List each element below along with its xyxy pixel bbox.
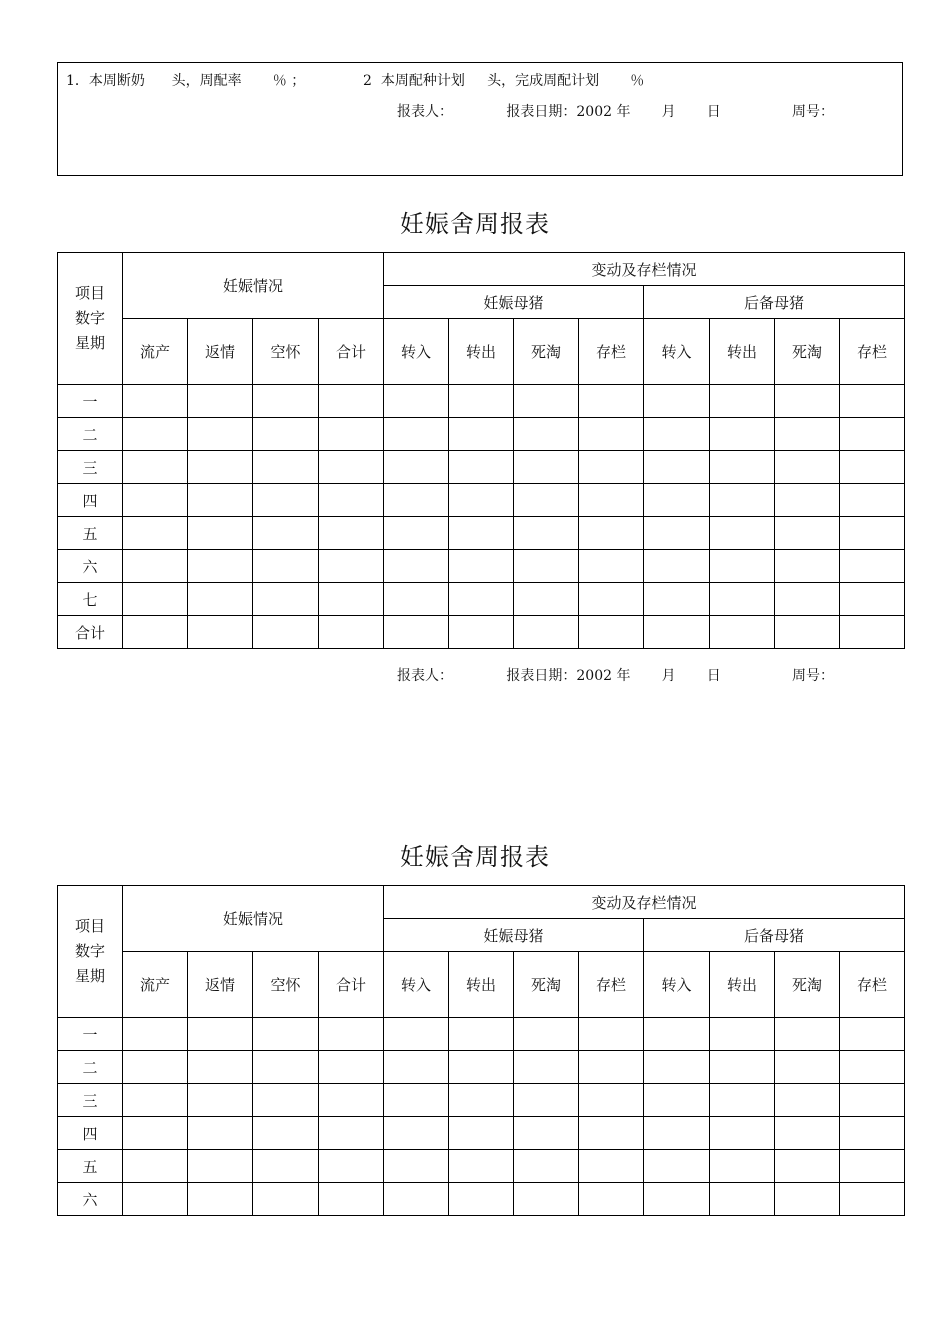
- table-cell: [775, 583, 840, 616]
- table-cell: [579, 1117, 644, 1150]
- column-header: 存栏: [579, 319, 644, 385]
- column-header: 空怀: [253, 952, 319, 1018]
- table-row: [58, 1183, 905, 1216]
- table-cell: [123, 1084, 188, 1117]
- column-header: 死淘: [514, 952, 579, 1018]
- table-cell: [319, 1051, 384, 1084]
- table-cell: [775, 1084, 840, 1117]
- table-cell: [514, 1183, 579, 1216]
- table-cell: [710, 1018, 775, 1051]
- table-cell: [384, 1117, 449, 1150]
- table-cell: [514, 1084, 579, 1117]
- column-header: 死淘: [775, 952, 840, 1018]
- table-cell: [514, 616, 579, 649]
- table-cell: [840, 1150, 905, 1183]
- table-cell: [449, 583, 514, 616]
- table-cell: [710, 1117, 775, 1150]
- table-cell: [384, 418, 449, 451]
- table-cell: [514, 1117, 579, 1150]
- table-cell: [514, 451, 579, 484]
- table-cell: [710, 616, 775, 649]
- corner-header-cell: [58, 253, 123, 385]
- table-cell: [840, 616, 905, 649]
- table-cell: [384, 583, 449, 616]
- table-cell: [644, 616, 710, 649]
- summary-weaning-breeding-line: 1．本周断奶 头，周配率 ％ ； 2 本周配种计划 头，完成周配计划 ％: [66, 73, 645, 89]
- table-cell: [579, 484, 644, 517]
- table-cell: [188, 517, 253, 550]
- table-cell: [188, 1084, 253, 1117]
- table-cell: [123, 517, 188, 550]
- table-cell: [710, 583, 775, 616]
- table-cell: [449, 484, 514, 517]
- table-cell: [319, 1183, 384, 1216]
- column-header: 转出: [449, 952, 514, 1018]
- row-label: 四: [58, 484, 123, 517]
- table-cell: [579, 1051, 644, 1084]
- table-cell: [644, 1117, 710, 1150]
- table-cell: [319, 583, 384, 616]
- column-header: 转入: [644, 952, 710, 1018]
- table-row: [58, 451, 905, 484]
- column-header: 转入: [384, 319, 449, 385]
- row-label: 七: [58, 583, 123, 616]
- table-cell: [188, 418, 253, 451]
- table-cell: [188, 616, 253, 649]
- header-row-groups: [58, 886, 905, 919]
- table-cell: [188, 1183, 253, 1216]
- table-cell: [188, 385, 253, 418]
- table-cell: [840, 1051, 905, 1084]
- table-cell: [253, 550, 319, 583]
- row-label: 六: [58, 550, 123, 583]
- table-cell: [253, 517, 319, 550]
- table-row: [58, 1084, 905, 1117]
- table-cell: [319, 550, 384, 583]
- table-cell: [514, 1018, 579, 1051]
- table-cell: [253, 1183, 319, 1216]
- table-cell: [319, 517, 384, 550]
- table-cell: [319, 451, 384, 484]
- reserve-sows-header: 后备母猪: [644, 919, 905, 952]
- table-cell: [188, 550, 253, 583]
- table-cell: [710, 550, 775, 583]
- table-cell: [253, 418, 319, 451]
- table-cell: [644, 418, 710, 451]
- pregnancy-status-header: 妊娠情况: [123, 253, 384, 319]
- table-cell: [514, 484, 579, 517]
- table-cell: [449, 451, 514, 484]
- row-label: 六: [58, 1183, 123, 1216]
- column-header: 流产: [123, 319, 188, 385]
- table-row: [58, 484, 905, 517]
- table-cell: [253, 451, 319, 484]
- table-cell: [775, 517, 840, 550]
- table-cell: [644, 1051, 710, 1084]
- table-cell: [840, 517, 905, 550]
- report-title-2: 妊娠舍周报表: [400, 843, 550, 871]
- table-row: [58, 517, 905, 550]
- table-cell: [840, 385, 905, 418]
- table-cell: [384, 1084, 449, 1117]
- table-cell: [579, 451, 644, 484]
- table-cell: [384, 385, 449, 418]
- table-cell: [644, 550, 710, 583]
- table-cell: [840, 1183, 905, 1216]
- column-header: 死淘: [775, 319, 840, 385]
- table-cell: [449, 517, 514, 550]
- table-row: [58, 1018, 905, 1051]
- row-label: 二: [58, 1051, 123, 1084]
- table-cell: [644, 1183, 710, 1216]
- table-cell: [384, 517, 449, 550]
- table-cell: [775, 1150, 840, 1183]
- table-cell: [384, 616, 449, 649]
- table-cell: [644, 484, 710, 517]
- table-cell: [449, 1051, 514, 1084]
- table-cell: [319, 1150, 384, 1183]
- column-header: 转出: [710, 952, 775, 1018]
- table-cell: [514, 1051, 579, 1084]
- table-cell: [253, 1051, 319, 1084]
- table-cell: [253, 484, 319, 517]
- table-cell: [514, 583, 579, 616]
- table-row: [58, 1051, 905, 1084]
- table-cell: [384, 550, 449, 583]
- row-label: 五: [58, 1150, 123, 1183]
- header-row-columns: [58, 319, 905, 385]
- corner-header-label: 数字: [74, 309, 105, 327]
- table-cell: [384, 484, 449, 517]
- table-cell: [644, 451, 710, 484]
- table-cell: [253, 1117, 319, 1150]
- column-header: 返情: [188, 952, 253, 1018]
- table-cell: [384, 1018, 449, 1051]
- table-cell: [123, 1150, 188, 1183]
- table-cell: [579, 385, 644, 418]
- table-cell: [123, 1183, 188, 1216]
- corner-header-label: 项目: [74, 284, 105, 302]
- table-cell: [710, 418, 775, 451]
- table-cell: [840, 418, 905, 451]
- column-header: 合计: [319, 952, 384, 1018]
- column-header: 转入: [644, 319, 710, 385]
- table-cell: [710, 1051, 775, 1084]
- report-footer-1: 报表人： 报表日期：2002 年 月 日 周号：: [397, 668, 834, 684]
- row-label: 二: [58, 418, 123, 451]
- column-header: 转出: [710, 319, 775, 385]
- table-cell: [775, 1183, 840, 1216]
- table-cell: [644, 583, 710, 616]
- table-cell: [775, 1117, 840, 1150]
- table-cell: [449, 1183, 514, 1216]
- table-cell: [710, 1150, 775, 1183]
- table-cell: [644, 1018, 710, 1051]
- table-cell: [644, 1084, 710, 1117]
- table-cell: [579, 616, 644, 649]
- table-cell: [710, 451, 775, 484]
- table-cell: [840, 1018, 905, 1051]
- table-cell: [188, 583, 253, 616]
- table-cell: [253, 1018, 319, 1051]
- table-cell: [449, 1150, 514, 1183]
- row-label: 五: [58, 517, 123, 550]
- report-title-1: 妊娠舍周报表: [400, 210, 550, 238]
- table-cell: [775, 484, 840, 517]
- table-cell: [840, 1084, 905, 1117]
- row-label: 合计: [58, 616, 123, 649]
- reserve-sows-header: 后备母猪: [644, 286, 905, 319]
- table-cell: [449, 1084, 514, 1117]
- column-header: 流产: [123, 952, 188, 1018]
- table-cell: [644, 517, 710, 550]
- table-cell: [123, 1018, 188, 1051]
- table-cell: [449, 385, 514, 418]
- table-cell: [319, 385, 384, 418]
- column-header: 返情: [188, 319, 253, 385]
- table-cell: [514, 418, 579, 451]
- table-cell: [514, 550, 579, 583]
- table-cell: [123, 451, 188, 484]
- table-cell: [579, 550, 644, 583]
- row-label: 四: [58, 1117, 123, 1150]
- table-cell: [188, 1117, 253, 1150]
- table-cell: [579, 418, 644, 451]
- table-cell: [449, 616, 514, 649]
- corner-header-cell: [58, 886, 123, 1018]
- corner-header-label: 星期: [74, 967, 105, 985]
- table-cell: [644, 385, 710, 418]
- table-row: [58, 385, 905, 418]
- table-row: [58, 1117, 905, 1150]
- pregnant-sows-header: 妊娠母猪: [384, 919, 644, 952]
- table-cell: [840, 451, 905, 484]
- table-cell: [579, 517, 644, 550]
- table-cell: [579, 583, 644, 616]
- table-cell: [123, 385, 188, 418]
- table-cell: [188, 1150, 253, 1183]
- corner-header-label: 项目: [74, 917, 105, 935]
- table-cell: [253, 583, 319, 616]
- row-label: 一: [58, 1018, 123, 1051]
- table-cell: [319, 1084, 384, 1117]
- table-cell: [775, 550, 840, 583]
- table-cell: [775, 616, 840, 649]
- column-header: 存栏: [579, 952, 644, 1018]
- row-label: 三: [58, 1084, 123, 1117]
- column-header: 存栏: [840, 319, 905, 385]
- table-cell: [123, 616, 188, 649]
- table-row: [58, 550, 905, 583]
- table-row: [58, 418, 905, 451]
- table-cell: [840, 484, 905, 517]
- table-cell: [319, 616, 384, 649]
- table-cell: [449, 418, 514, 451]
- table-cell: [775, 385, 840, 418]
- table-cell: [840, 583, 905, 616]
- header-row-columns: [58, 952, 905, 1018]
- table-row: [58, 1150, 905, 1183]
- corner-header-label: 数字: [74, 942, 105, 960]
- table-cell: [840, 550, 905, 583]
- table-cell: [123, 1117, 188, 1150]
- column-header: 存栏: [840, 952, 905, 1018]
- table-cell: [319, 1018, 384, 1051]
- table-cell: [188, 451, 253, 484]
- table-cell: [253, 1084, 319, 1117]
- table-cell: [710, 517, 775, 550]
- table-cell: [514, 385, 579, 418]
- table-cell: [123, 1051, 188, 1084]
- table-cell: [253, 1150, 319, 1183]
- table-cell: [644, 1150, 710, 1183]
- table-cell: [188, 1018, 253, 1051]
- table-cell: [123, 484, 188, 517]
- row-label: 三: [58, 451, 123, 484]
- report-table-1: [57, 252, 905, 649]
- change-and-stock-header: 变动及存栏情况: [384, 886, 905, 919]
- table-cell: [123, 550, 188, 583]
- table-cell: [710, 385, 775, 418]
- table-cell: [384, 451, 449, 484]
- column-header: 转出: [449, 319, 514, 385]
- table-cell: [775, 1051, 840, 1084]
- header-row-groups: [58, 253, 905, 286]
- table-cell: [384, 1051, 449, 1084]
- pregnancy-status-header: 妊娠情况: [123, 886, 384, 952]
- corner-header-label: 星期: [74, 334, 105, 352]
- table-cell: [384, 1150, 449, 1183]
- table-cell: [449, 1117, 514, 1150]
- table-cell: [579, 1018, 644, 1051]
- table-cell: [514, 1150, 579, 1183]
- row-label: 一: [58, 385, 123, 418]
- column-header: 转入: [384, 952, 449, 1018]
- column-header: 合计: [319, 319, 384, 385]
- table-cell: [253, 616, 319, 649]
- table-cell: [840, 1117, 905, 1150]
- pregnant-sows-header: 妊娠母猪: [384, 286, 644, 319]
- column-header: 死淘: [514, 319, 579, 385]
- table-cell: [319, 418, 384, 451]
- table-cell: [319, 484, 384, 517]
- table-cell: [123, 418, 188, 451]
- table-cell: [188, 484, 253, 517]
- table-cell: [775, 1018, 840, 1051]
- table-cell: [449, 550, 514, 583]
- table-cell: [579, 1084, 644, 1117]
- table-row: [58, 583, 905, 616]
- table-cell: [253, 385, 319, 418]
- table-cell: [319, 1117, 384, 1150]
- table-cell: [579, 1183, 644, 1216]
- table-row: [58, 616, 905, 649]
- table-cell: [775, 418, 840, 451]
- summary-reporter-date-line: 报表人： 报表日期：2002 年 月 日 周号：: [397, 104, 834, 120]
- table-cell: [710, 484, 775, 517]
- table-cell: [123, 583, 188, 616]
- table-cell: [449, 1018, 514, 1051]
- change-and-stock-header: 变动及存栏情况: [384, 253, 905, 286]
- table-cell: [384, 1183, 449, 1216]
- report-table-2: [57, 885, 905, 1216]
- table-cell: [710, 1183, 775, 1216]
- table-cell: [188, 1051, 253, 1084]
- table-cell: [514, 517, 579, 550]
- table-cell: [775, 451, 840, 484]
- table-cell: [710, 1084, 775, 1117]
- column-header: 空怀: [253, 319, 319, 385]
- table-cell: [579, 1150, 644, 1183]
